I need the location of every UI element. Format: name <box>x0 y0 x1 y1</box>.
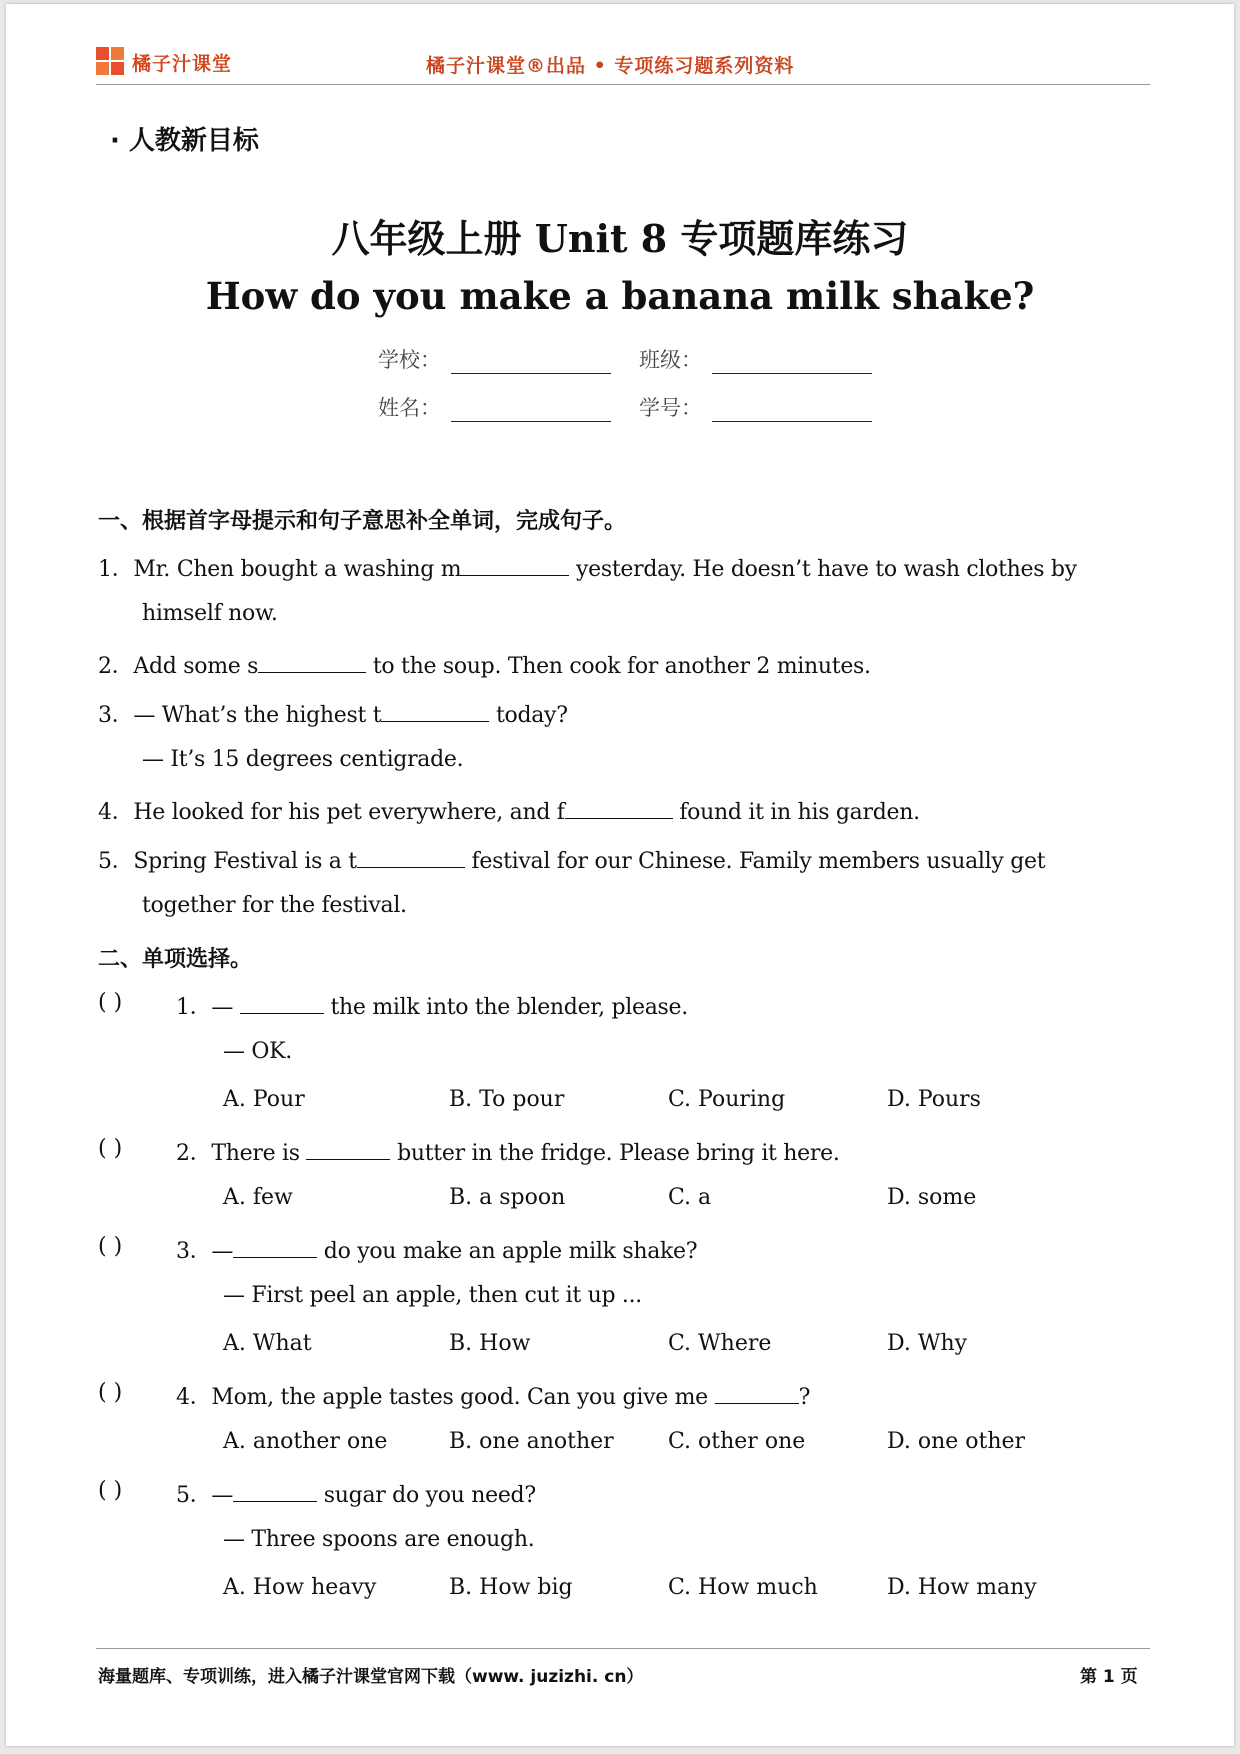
answer-blank[interactable] <box>233 1481 317 1502</box>
class-field <box>639 344 872 374</box>
s2-q1-option-c[interactable]: C. Pouring <box>668 1087 786 1112</box>
header-title: 橘子汁课堂®出品 • 专项练习题系列资料 <box>426 55 795 77</box>
s1-question-4: 4．He looked for his pet everywhere, and f found it in his garden. <box>98 800 920 825</box>
logo-icon <box>96 47 126 77</box>
unit-subtitle: How do you make a banana milk shake? <box>205 274 1035 318</box>
answer-paren[interactable]: ( ) <box>98 1136 123 1161</box>
name-field <box>378 392 611 422</box>
answer-blank[interactable] <box>565 798 673 819</box>
s2-q4-option-d[interactable]: D. one other <box>887 1429 1026 1454</box>
number-blank[interactable] <box>712 399 872 422</box>
answer-blank[interactable] <box>357 847 465 868</box>
class-blank[interactable] <box>712 351 872 374</box>
s1-question-3: 3．— What’s the highest t today? <box>98 703 568 728</box>
school-field <box>378 344 611 374</box>
number-field <box>639 392 872 422</box>
s2-q5-option-a[interactable]: A. How heavy <box>223 1575 377 1600</box>
s2-q4-option-b[interactable]: B. one another <box>449 1429 614 1454</box>
s2-q2-option-a[interactable]: A. few <box>223 1185 293 1210</box>
name-blank[interactable] <box>451 399 611 422</box>
s2-q5-option-d[interactable]: D. How many <box>887 1575 1037 1600</box>
s1-question-3-reply: — It’s 15 degrees centigrade. <box>142 747 464 772</box>
s2-question-3: 3．— do you make an apple milk shake? <box>176 1239 698 1264</box>
answer-blank[interactable] <box>306 1139 390 1160</box>
school-label: 学校： <box>378 348 441 372</box>
name-label: 姓名： <box>378 396 441 420</box>
answer-blank[interactable] <box>461 555 569 576</box>
s2-q3-option-b[interactable]: B. How <box>449 1331 531 1356</box>
s1-question-1: 1．Mr. Chen bought a washing m yesterday. He doesn’t have to wash clothes by <box>98 557 1077 582</box>
s2-q3-option-d[interactable]: D. Why <box>887 1331 968 1356</box>
answer-paren[interactable]: ( ) <box>98 1478 123 1503</box>
brand-logo <box>96 46 232 78</box>
s1-question-2: 2．Add some s to the soup. Then cook for another 2 minutes. <box>98 654 871 679</box>
s2-question-5: 5．— sugar do you need? <box>176 1483 536 1508</box>
answer-blank[interactable] <box>233 1237 317 1258</box>
s2-q1-option-a[interactable]: A. Pour <box>223 1087 305 1112</box>
s2-q1-option-b[interactable]: B. To pour <box>449 1087 565 1112</box>
footer-divider <box>96 1648 1150 1649</box>
section2-heading: 二、单项选择。 <box>98 947 253 972</box>
header-divider <box>96 84 1150 85</box>
s2-q3-option-a[interactable]: A. What <box>223 1331 312 1356</box>
s2-q2-option-c[interactable]: C. a <box>668 1185 712 1210</box>
answer-blank[interactable] <box>381 701 489 722</box>
s2-question-4: 4．Mom, the apple tastes good. Can you give me ? <box>176 1385 811 1410</box>
s2-question-3-reply: — First peel an apple, then cut it up ... <box>223 1283 642 1308</box>
school-blank[interactable] <box>451 351 611 374</box>
brand-name: 橘子汁课堂 <box>132 52 233 75</box>
s2-q5-option-c[interactable]: C. How much <box>668 1575 818 1600</box>
answer-blank[interactable] <box>258 652 366 673</box>
document-page <box>6 4 1234 1746</box>
s2-question-2: 2．There is butter in the fridge. Please bring it here. <box>176 1141 840 1166</box>
s1-question-5: 5．Spring Festival is a t festival for our Chinese. Family members usually get <box>98 849 1046 874</box>
number-label: 学号： <box>639 396 702 420</box>
s1-question-1-cont: himself now. <box>142 601 278 626</box>
textbook-series: · 人教新目标 <box>110 126 259 156</box>
s2-question-1: 1．— the milk into the blender, please. <box>176 995 688 1020</box>
footer-text: 海量题库、专项训练，进入橘子汁课堂官网下载（www. juzizhi. cn） <box>98 1667 644 1687</box>
answer-blank[interactable] <box>715 1383 799 1404</box>
class-label: 班级： <box>639 348 702 372</box>
s2-q2-option-d[interactable]: D. some <box>887 1185 977 1210</box>
s2-question-5-reply: — Three spoons are enough. <box>223 1527 535 1552</box>
s2-q2-option-b[interactable]: B. a spoon <box>449 1185 566 1210</box>
page-title: 八年级上册 Unit 8 专项题库练习 <box>331 216 909 261</box>
s2-q4-option-c[interactable]: C. other one <box>668 1429 806 1454</box>
s2-q5-option-b[interactable]: B. How big <box>449 1575 573 1600</box>
s2-q1-option-d[interactable]: D. Pours <box>887 1087 981 1112</box>
s2-q3-option-c[interactable]: C. Where <box>668 1331 772 1356</box>
answer-paren[interactable]: ( ) <box>98 1234 123 1259</box>
page-number: 第 1 页 <box>1080 1667 1138 1687</box>
answer-paren[interactable]: ( ) <box>98 1380 123 1405</box>
s2-question-1-reply: — OK. <box>223 1039 292 1064</box>
s2-q4-option-a[interactable]: A. another one <box>223 1429 388 1454</box>
answer-blank[interactable] <box>240 993 324 1014</box>
s1-question-5-cont: together for the festival. <box>142 893 407 918</box>
section1-heading: 一、根据首字母提示和句子意思补全单词，完成句子。 <box>98 509 627 534</box>
answer-paren[interactable]: ( ) <box>98 990 123 1015</box>
